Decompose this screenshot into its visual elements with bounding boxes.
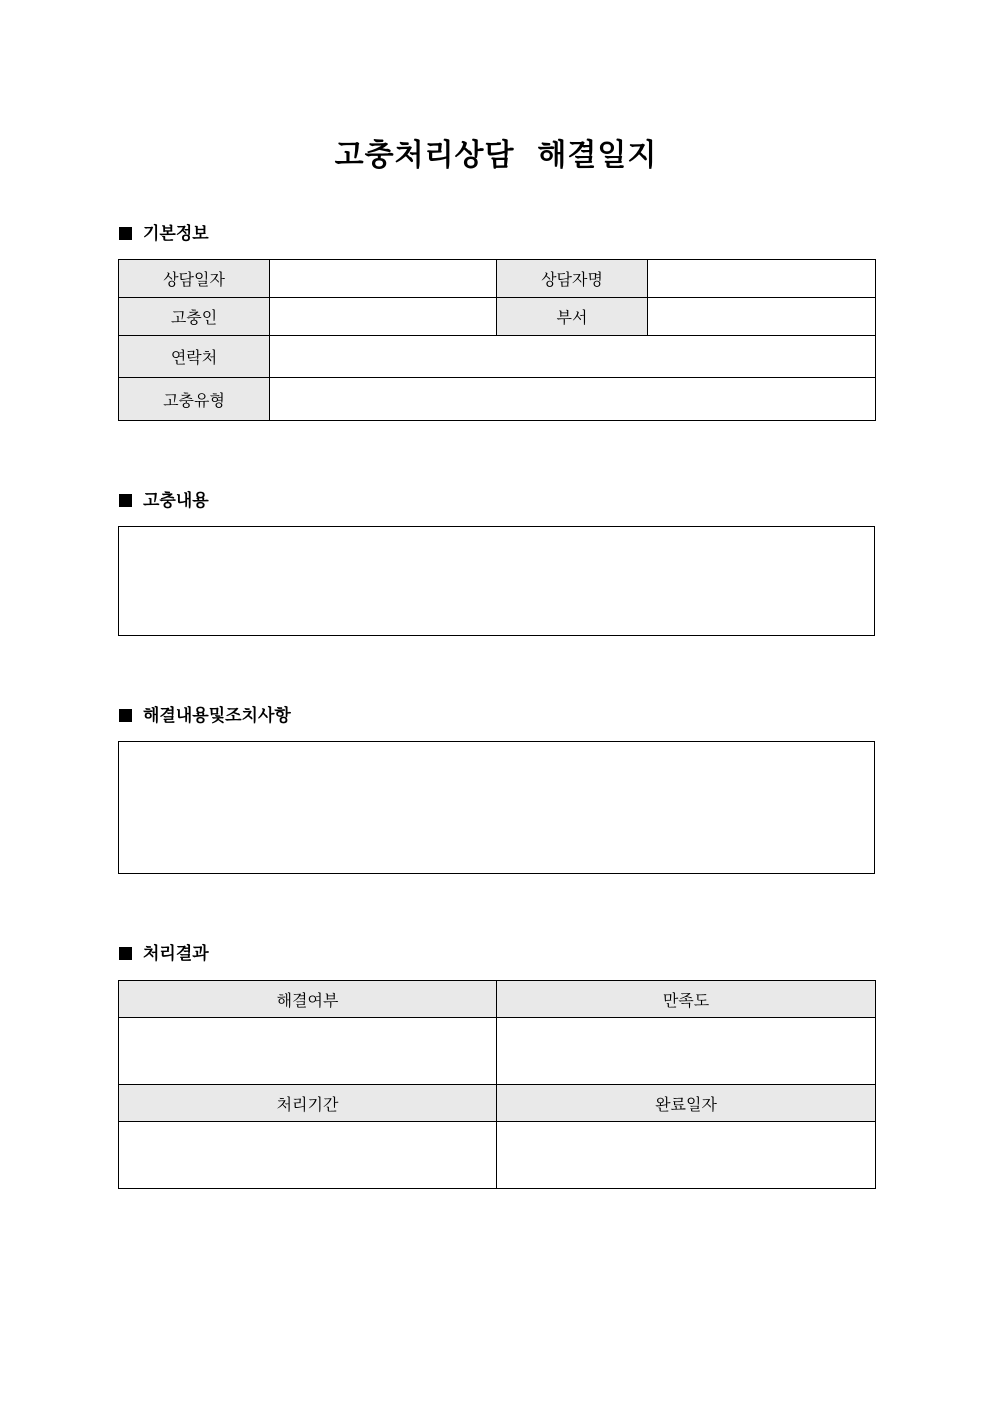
resolved-field[interactable] (119, 1018, 497, 1085)
table-row (119, 298, 876, 336)
complainant-label: 고충인 (119, 298, 270, 336)
table-row (119, 1085, 876, 1122)
table-row (119, 260, 876, 298)
complaint-content-box[interactable] (118, 526, 875, 636)
consult-date-label: 상담일자 (119, 260, 270, 298)
processing-period-field[interactable] (119, 1122, 497, 1189)
square-bullet-icon (119, 709, 132, 722)
complainant-field[interactable] (270, 298, 497, 336)
resolution-heading: 해결내용및조치사항 (143, 706, 291, 726)
satisfaction-label: 만족도 (497, 981, 876, 1018)
completion-date-field[interactable] (497, 1122, 876, 1189)
contact-label: 연락처 (119, 336, 270, 378)
page-title: 고충처리상담 해결일지 (334, 138, 658, 173)
processing-period-label: 처리기간 (119, 1085, 497, 1122)
resolved-label: 해결여부 (119, 981, 497, 1018)
table-row (119, 1122, 876, 1189)
section-heading-complaint (119, 489, 209, 513)
result-table (118, 980, 876, 1189)
square-bullet-icon (119, 947, 132, 960)
section-heading-basic-info (119, 222, 209, 246)
table-row (119, 378, 876, 421)
department-label: 부서 (497, 298, 648, 336)
square-bullet-icon (119, 494, 132, 507)
consultant-name-label: 상담자명 (497, 260, 648, 298)
department-field[interactable] (648, 298, 876, 336)
satisfaction-field[interactable] (497, 1018, 876, 1085)
consult-date-field[interactable] (270, 260, 497, 298)
resolution-content-box[interactable] (118, 741, 875, 874)
section-heading-result (119, 942, 209, 966)
complaint-heading: 고충내용 (143, 491, 209, 511)
consultant-name-field[interactable] (648, 260, 876, 298)
contact-field[interactable] (270, 336, 876, 378)
complaint-type-field[interactable] (270, 378, 876, 421)
section-heading-resolution (119, 704, 291, 728)
completion-date-label: 완료일자 (497, 1085, 876, 1122)
basic-info-table (118, 259, 876, 421)
table-row (119, 1018, 876, 1085)
basic-info-heading: 기본정보 (143, 224, 209, 244)
complaint-type-label: 고충유형 (119, 378, 270, 421)
square-bullet-icon (119, 227, 132, 240)
result-heading: 처리결과 (143, 944, 209, 964)
table-row (119, 981, 876, 1018)
table-row (119, 336, 876, 378)
